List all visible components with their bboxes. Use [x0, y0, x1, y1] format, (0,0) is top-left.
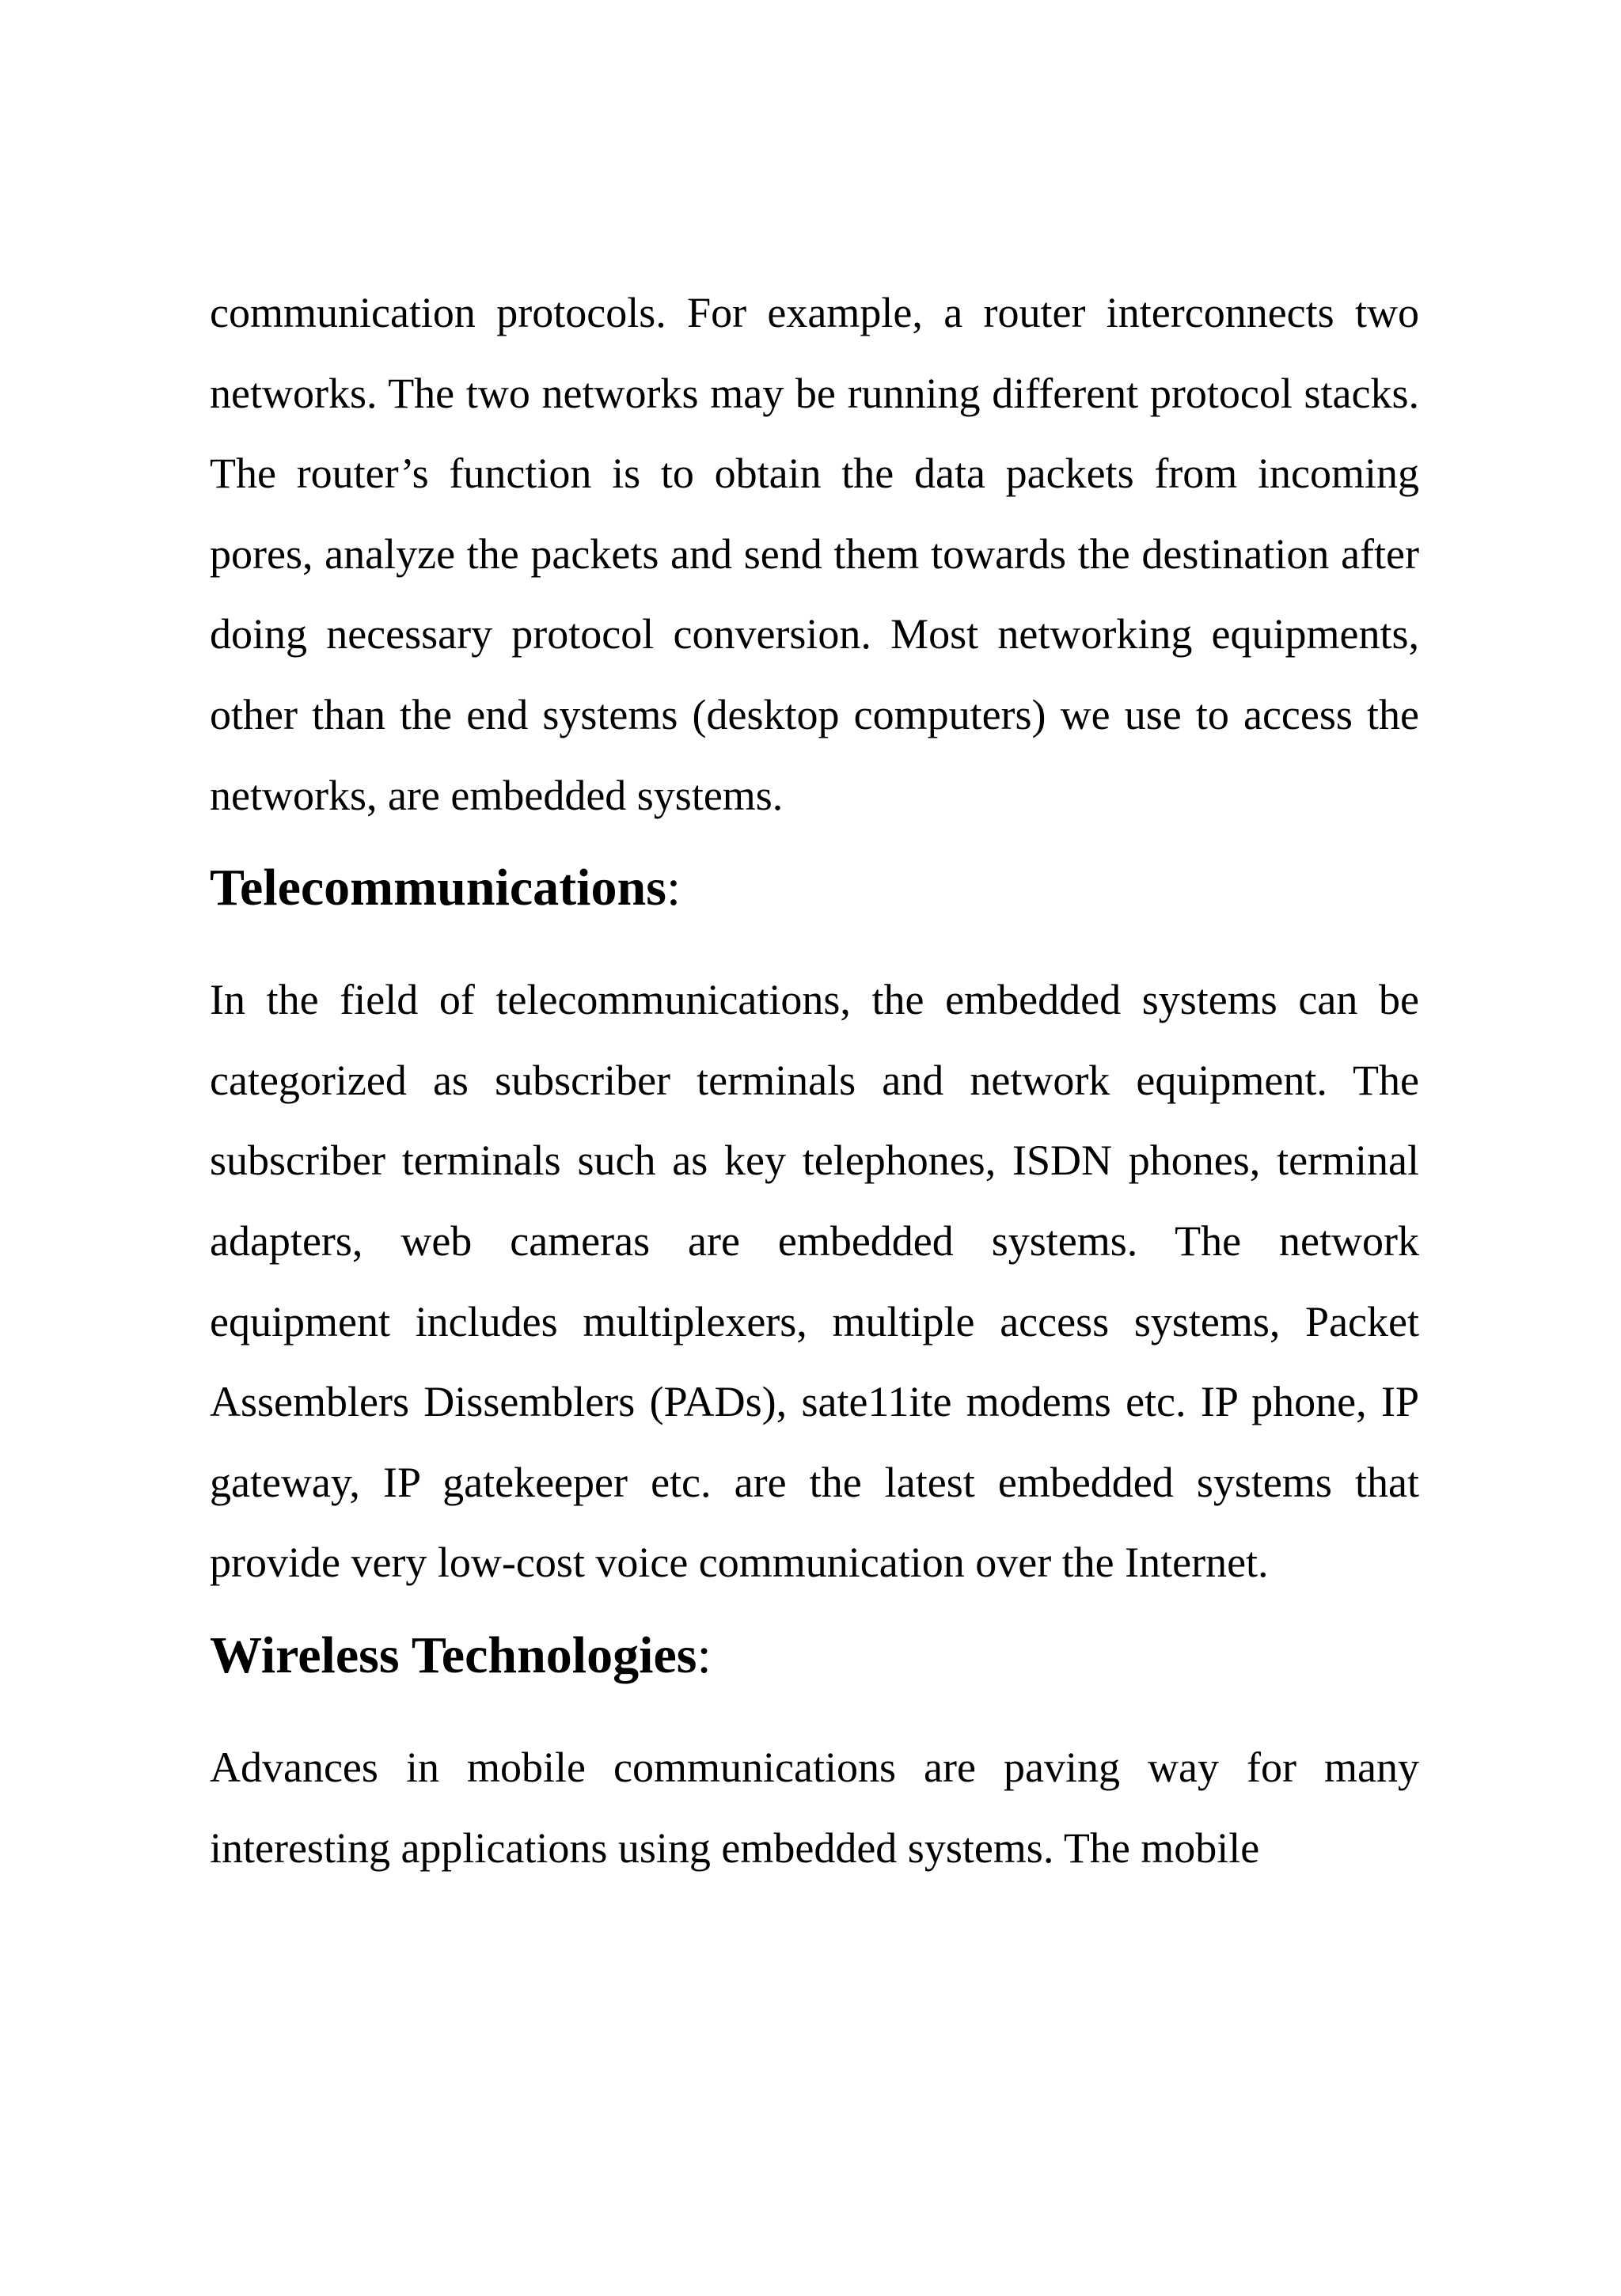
body-paragraph: In the field of telecommunications, the embedded systems can be categorized as subscriber terminals and network equipment. The subscriber terminals such as key telephones, ISDN phones, terminal adapters, web cameras are embedded systems. The network equipment includes multiplexers, multiple access systems, Packet Assemblers Dissemblers (PADs), sate11ite modems etc. IP phone, IP gateway, IP gatekeeper etc. are the latest embedded systems that provide very low-cost voice communication over the Internet. — [210, 976, 1419, 1587]
section-heading-telecommunications — [210, 856, 1419, 920]
document-page — [210, 273, 1419, 1888]
body-paragraph: Advances in mobile communications are paving way for many interesting applications using embedded systems. The mobile — [210, 1743, 1419, 1872]
section-heading-wireless-technologies — [210, 1624, 1419, 1687]
body-paragraph: communication protocols. For example, a router interconnects two networks. The two networks may be running different protocol stacks. The router’s function is to obtain the data packets from incoming pores, analyze the packets and send them towards the destination after doing necessary protocol conversion. Most networking equipments, other than the end systems (desktop computers) we use to access the networks, are embedded systems. — [210, 289, 1419, 819]
section-heading-title: Telecommunications — [210, 859, 666, 917]
section-heading-colon: : — [666, 859, 681, 917]
section-heading-title: Wireless Technologies — [210, 1626, 697, 1684]
section-heading-colon: : — [697, 1626, 712, 1684]
